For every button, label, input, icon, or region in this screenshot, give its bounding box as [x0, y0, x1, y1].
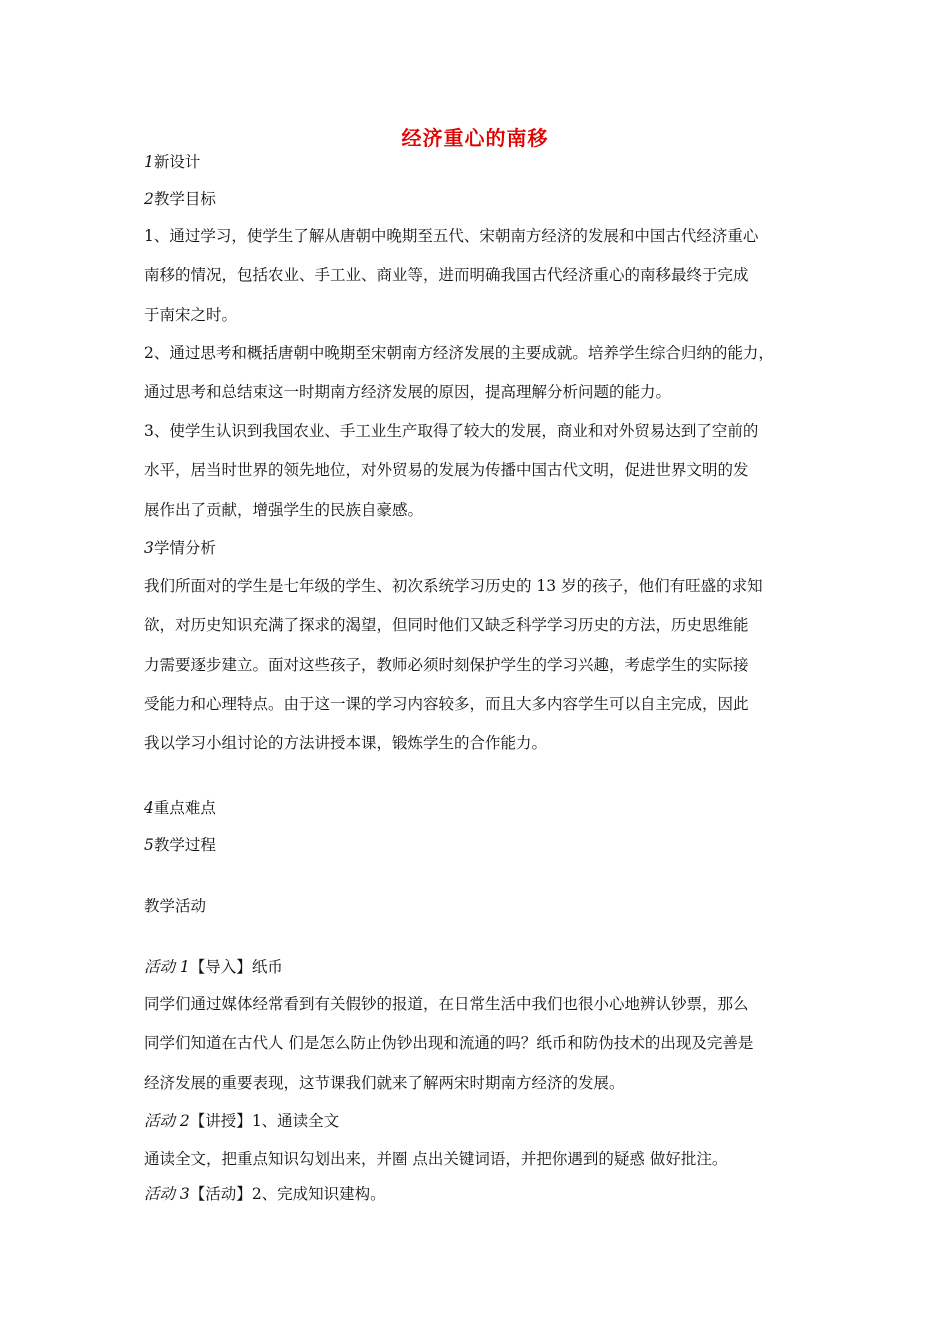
objective-2-line-2: 通过思考和总结束这一时期南方经济发展的原因，提高理解分析问题的能力。 — [144, 383, 672, 401]
section-heading-5: 5教学过程 — [144, 836, 216, 854]
activity-1-body-line-1: 同学们通过媒体经常看到有关假钞的报道，在日常生活中我们也很小心地辨认钞票，那么 — [144, 995, 749, 1013]
section-heading-2: 2教学目标 — [144, 190, 216, 208]
section-heading-4: 4重点难点 — [144, 799, 216, 817]
activity-2-heading: 活动 2【讲授】1、通读全文 — [144, 1112, 340, 1130]
section-heading-1: 1新设计 — [144, 153, 201, 171]
objective-3-line-3: 展作出了贡献，增强学生的民族自豪感。 — [144, 501, 424, 519]
objective-1-line-3: 于南宋之时。 — [144, 306, 238, 324]
document-title: 经济重心的南移 — [401, 126, 549, 150]
analysis-line-4: 受能力和心理特点。由于这一课的学习内容较多，而且大多内容学生可以自主完成，因此 — [144, 695, 749, 713]
objective-2-line-1: 2、通过思考和概括唐朝中晚期至宋朝南方经济发展的主要成就。培养学生综合归纳的能力， — [144, 344, 774, 362]
activity-1-heading: 活动 1【导入】纸币 — [144, 958, 283, 976]
activity-1-body-line-3: 经济发展的重要表现，这节课我们就来了解两宋时期南方经济的发展。 — [144, 1074, 625, 1092]
objective-3-line-1: 3、使学生认识到我国农业、手工业生产取得了较大的发展，商业和对外贸易达到了空前的 — [144, 422, 759, 440]
activity-3-heading: 活动 3【活动】2、完成知识建构。 — [144, 1185, 386, 1203]
section-heading-3: 3学情分析 — [144, 539, 216, 557]
activity-2-body-line-1: 通读全文，把重点知识勾划出来，并圈 点出关键词语，并把你遇到的疑惑 做好批注。 — [144, 1150, 728, 1168]
objective-1-line-2: 南移的情况，包括农业、手工业、商业等，进而明确我国古代经济重心的南移最终于完成 — [144, 266, 749, 284]
analysis-line-3: 力需要逐步建立。面对这些孩子，教师必须时刻保护学生的学习兴趣，考虑学生的实际接 — [144, 656, 749, 674]
objective-3-line-2: 水平，居当时世界的领先地位，对外贸易的发展为传播中国古代文明，促进世界文明的发 — [144, 461, 749, 479]
activity-1-body-line-2: 同学们知道在古代人 们是怎么防止伪钞出现和流通的吗？纸币和防伪技术的出现及完善是 — [144, 1034, 754, 1052]
analysis-line-1: 我们所面对的学生是七年级的学生、初次系统学习历史的 13 岁的孩子，他们有旺盛的求知 — [144, 577, 763, 595]
analysis-line-2: 欲，对历史知识充满了探求的渴望，但同时他们又缺乏科学学习历史的方法，历史思维能 — [144, 616, 749, 634]
teaching-activity-heading: 教学活动 — [144, 897, 207, 915]
objective-1-line-1: 1、通过学习，使学生了解从唐朝中晚期至五代、宋朝南方经济的发展和中国古代经济重心 — [144, 227, 759, 245]
analysis-line-5: 我以学习小组讨论的方法讲授本课，锻炼学生的合作能力。 — [144, 734, 548, 752]
